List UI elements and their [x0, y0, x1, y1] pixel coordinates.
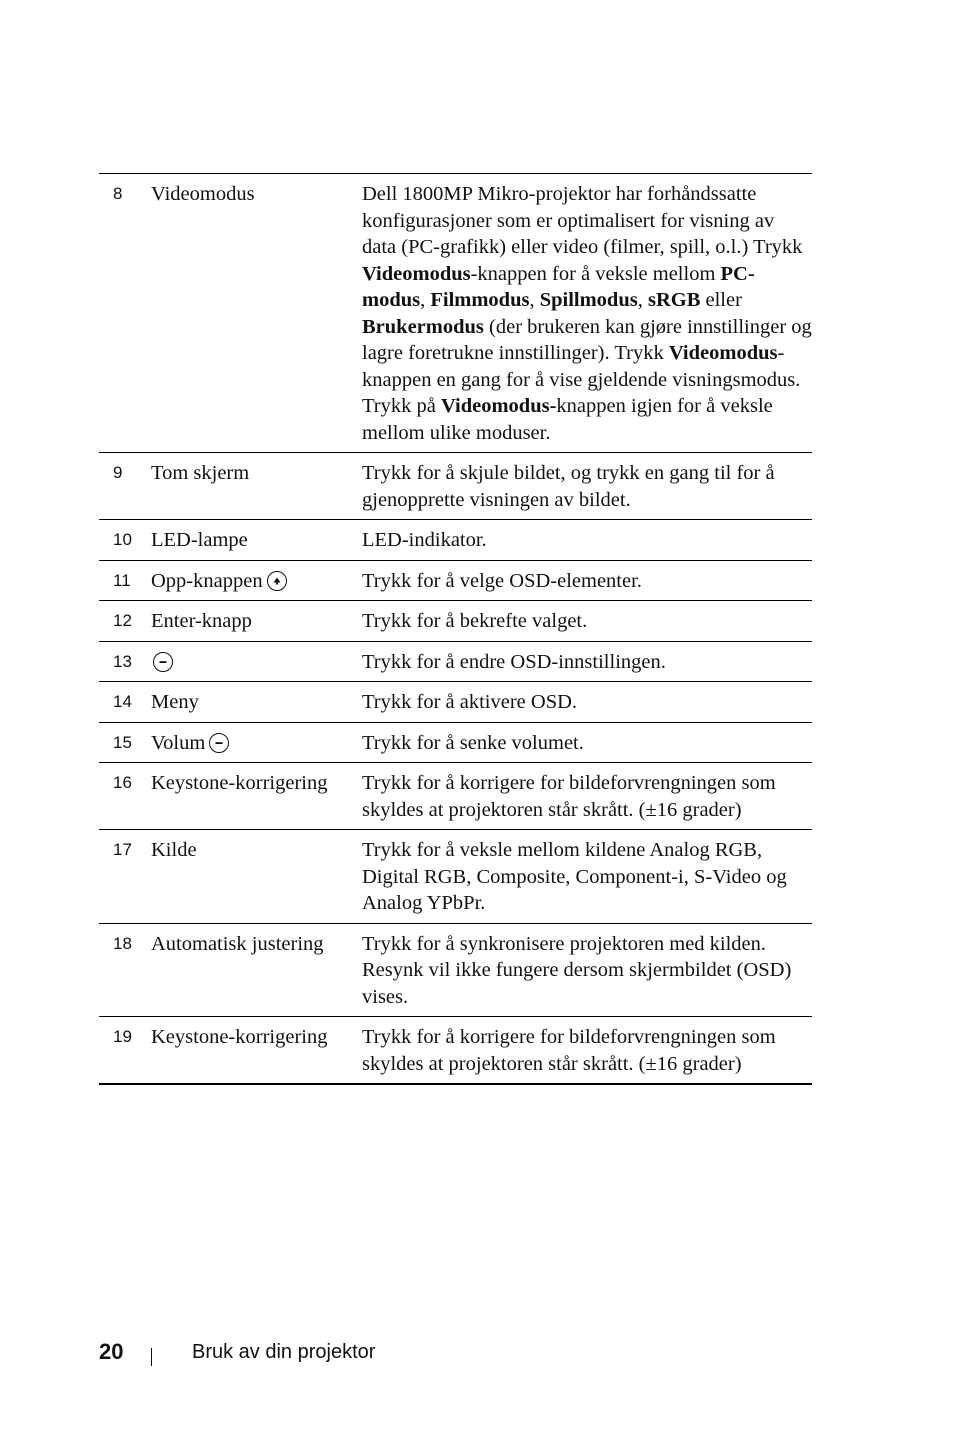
item-number: 11: [113, 570, 131, 590]
description-text: Trykk for å skjule bildet, og trykk en gang til for å gjenopprette visningen av bildet.: [362, 462, 775, 511]
table-row: [99, 722, 812, 763]
function-description: [362, 770, 812, 823]
description-text: Trykk for å korrigere for bildeforvrengningen som skyldes at projektoren står skrått. (±16 grader): [362, 1026, 776, 1075]
table-row: [99, 829, 812, 923]
item-number: 12: [113, 611, 132, 630]
description-text: Trykk for å korrigere for bildeforvrengningen som skyldes at projektoren står skrått. (±16 grader): [362, 772, 776, 821]
item-number: 9: [113, 463, 123, 482]
item-number: 18: [113, 933, 132, 953]
table-row: [99, 600, 812, 641]
function-label: Keystone-korrigering: [151, 772, 328, 794]
description-text: -knappen for å veksle mellom: [470, 262, 721, 285]
function-label: Keystone-korrigering: [151, 1026, 328, 1048]
function-name: [151, 181, 362, 446]
table-row: [99, 519, 812, 560]
function-description: [362, 931, 812, 1011]
function-name: [151, 608, 362, 635]
item-number: 16: [113, 773, 132, 792]
description-text: Trykk for å endre OSD-innstillingen.: [362, 650, 666, 673]
bold-term: Spillmodus: [539, 289, 638, 311]
function-label: Tom skjerm: [151, 462, 250, 484]
table-row: [99, 681, 812, 722]
description-text: ,: [637, 289, 648, 311]
minus-icon: [153, 652, 173, 672]
item-number: 8: [113, 184, 123, 203]
item-number: 19: [113, 1027, 132, 1046]
function-description: [362, 527, 812, 554]
description-text: Trykk for å veksle mellom kildene Analog RGB, Digital RGB, Composite, Component-i, S-Video og Analog YPbPr.: [362, 839, 787, 914]
function-description: [362, 730, 812, 757]
description-text: LED-indikator.: [362, 529, 487, 551]
item-number: 15: [113, 732, 132, 752]
item-number: 17: [113, 840, 132, 859]
bold-term: PC-modus: [362, 262, 755, 311]
function-name: [151, 689, 362, 716]
function-description: [362, 608, 812, 635]
function-name: [151, 649, 362, 676]
description-text: Dell 1800MP Mikro-projektor har forhåndssatte konfigurasjoner som er optimalisert for visning av data (PC-grafikk) eller video (filmer, spill, o.l.) Trykk: [362, 183, 803, 258]
table-row: [99, 641, 812, 682]
function-label: Opp-knappen: [151, 569, 263, 592]
page-number: 20: [99, 1339, 124, 1364]
up-arrow-icon: [267, 571, 287, 591]
description-text: knappen igjen for å veksle mellom ulike moduser.: [362, 395, 773, 444]
function-description: [362, 837, 812, 917]
table-row: [99, 762, 812, 829]
description-text: Trykk for å velge OSD-elementer.: [362, 569, 642, 592]
minus-icon: [209, 733, 229, 753]
bold-term: Filmmodus: [430, 289, 530, 311]
table-row: [99, 452, 812, 519]
table-row: [99, 923, 812, 1017]
item-number: 14: [113, 692, 132, 711]
function-label: Volum: [151, 731, 206, 754]
page-footer: [99, 1337, 375, 1367]
function-description: [362, 460, 812, 513]
description-text: Trykk for å senke volumet.: [362, 731, 584, 754]
function-description: [362, 568, 812, 595]
description-text: Trykk for å synkronisere projektoren med kilden. Resynk vil ikke fungere dersom skjermbildet (OSD) vises.: [362, 932, 792, 1008]
description-text: (der brukeren kan gjøre innstillinger og lagre foretrukne innstillinger). Trykk: [362, 315, 812, 364]
function-description: [362, 649, 812, 676]
table-row: [99, 560, 812, 601]
function-label: Kilde: [151, 839, 197, 861]
function-name: [151, 1024, 362, 1077]
function-label: Enter-knapp: [151, 610, 252, 632]
item-number: 13: [113, 651, 132, 671]
table-row: [99, 1016, 812, 1083]
item-number: 10: [113, 530, 132, 549]
function-name: [151, 837, 362, 917]
function-description: [362, 181, 812, 446]
description-text: ,: [420, 289, 431, 311]
footer-separator: [151, 1348, 152, 1366]
description-text: Trykk for å aktivere OSD.: [362, 691, 578, 713]
function-name: [151, 931, 362, 1011]
bold-term: Videomodus-: [440, 395, 557, 417]
description-text: Trykk for å bekrefte valget.: [362, 610, 588, 632]
bold-term: Videomodus: [362, 262, 471, 285]
table-row: [99, 174, 812, 452]
function-label: Automatisk justering: [151, 932, 324, 955]
function-label: LED-lampe: [151, 529, 248, 551]
function-table: [99, 173, 812, 1085]
function-description: [362, 1024, 812, 1077]
function-name: [151, 568, 362, 595]
function-name: [151, 460, 362, 513]
bold-term: sRGB: [647, 289, 701, 311]
function-label: Meny: [151, 691, 199, 713]
description-text: -knappen en gang for å vise gjeldende visningsmodus. Trykk på: [362, 342, 801, 417]
function-name: [151, 730, 362, 757]
function-label: Videomodus: [151, 183, 255, 205]
bold-term: Brukermodus: [362, 315, 484, 338]
description-text: ,: [529, 289, 540, 311]
function-description: [362, 689, 812, 716]
bold-term: Videomodus: [668, 342, 778, 364]
function-name: [151, 770, 362, 823]
description-text: eller: [700, 289, 742, 311]
section-title: Bruk av din projektor: [192, 1340, 376, 1363]
function-name: [151, 527, 362, 554]
